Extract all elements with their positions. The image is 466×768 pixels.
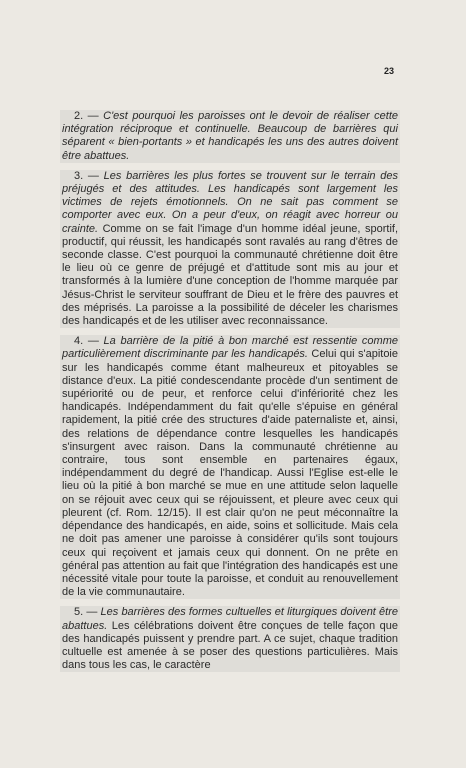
section-5 <box>60 606 400 672</box>
section-number: 3. — <box>74 169 104 182</box>
italic-lead: Les barrières des formes cultuelles et liturgiques doivent être abattues. <box>62 606 398 632</box>
section-number: 2. — <box>74 110 104 122</box>
section-4 <box>60 335 400 599</box>
paragraph-text: Les célébrations doivent être conçues de telle façon que des handicapés puissent y prendre part. A ce sujet, chaque tradition cultuelle est amenée à se poser des questions particulières. Mais dans tous les cas, le caractère <box>62 619 398 672</box>
paragraph <box>62 335 398 599</box>
body-text <box>60 110 400 679</box>
paragraph <box>62 170 398 328</box>
paragraph-text: Comme on se fait l'image d'un homme idéal jeune, sportif, productif, qui réussit, les handicapés sont ravalés au rang d'êtres de seconde classe. C'est pourquoi la communauté chrétienne doit être le lieu où ce genre de préjugé et d'attitude sont mis au jour et transformés à la lumière d'une conception de l'homme marquée par Jésus-Christ le serviteur souffrant de Dieu et le frère des pauvres et des méprisés. La paroisse a la possibilité de déceler les charismes des handicapés et de les utiliser avec reconnaissance. <box>62 222 398 328</box>
italic-lead: La barrière de la pitié à bon marché est ressentie comme particulièrement discriminante par les handicapés. <box>62 335 398 361</box>
section-2 <box>60 110 400 163</box>
italic-lead: C'est pourquoi les paroisses ont le devoir de réaliser cette intégration réciproque et continuelle. Beaucoup de barrières qui séparent « bien-portants » et handicapés les uns des autres doivent être abattues. <box>62 110 398 162</box>
section-3 <box>60 170 400 328</box>
italic-lead: Les barrières les plus fortes se trouvent sur le terrain des préjugés et des attitudes. Les handicapés sont largement les victimes de rejets émotionnels. On ne sait pas comment se comporter avec eux. On a peur d'eux, on réagit avec horreur ou crainte. <box>62 169 398 235</box>
paragraph <box>62 110 398 163</box>
paragraph-text: Celui qui s'apitoie sur les handicapés comme étant malheureux et pitoyables se distance d'eux. La pitié condescendante procède d'un sentiment de supériorité ou de peur, et renforce celui d'infériorité chez les handicapés. Indépendamment du fait qu'elle s'épuise en général rapidement, la pitié crée des structures d'aide paternaliste et, ainsi, des relations de dépendance contre lesquelles les handicapés s'insurgent avec raison. Dans la communauté chrétienne au contraire, tous sont ensemble en partenaires égaux, indépendamment du degré de l'handicap. Aussi l'Eglise est-elle le lieu où la pitié à bon marché se mue en une attitude selon laquelle on se réjouit avec ceux qui se réjouissent, et pleure avec ceux qui pleurent (cf. Rom. 12/15). Il est clair qu'on ne peut méconnaître la dépendance des handicapés, en aide, soins et sollicitude. Mais cela ne doit pas amener une paroisse à considérer qu'ils sont toujours ceux qui reçoivent et jamais ceux qui donnent. On ne prête en général pas attention au fait que l'intégration des handicapés est une nécessité vitale pour toute la paroisse, et conduit au renouvellement de la vie communautaire. <box>62 348 398 599</box>
paragraph <box>62 606 398 672</box>
section-number: 5. — <box>74 606 101 619</box>
page-number: 23 <box>384 66 395 76</box>
section-number: 4. — <box>74 335 104 348</box>
